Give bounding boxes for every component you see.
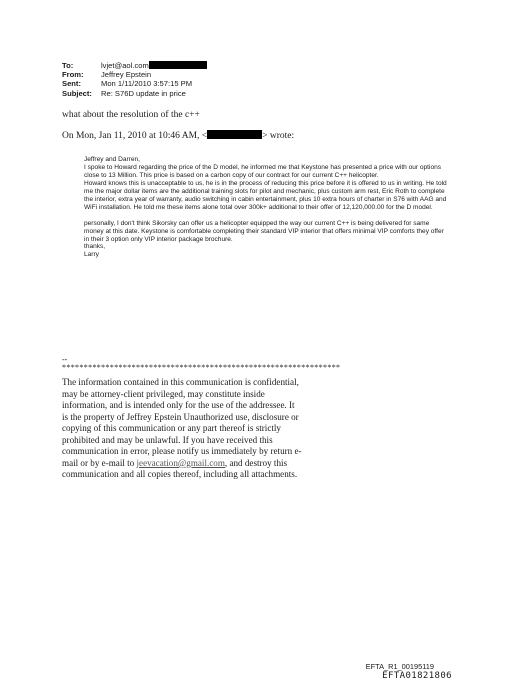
from-value: Jeffrey Epstein xyxy=(101,70,152,80)
redaction-box xyxy=(149,61,207,69)
quoted-line: I spoke to Howard regarding the price of the D model, he informed me that Keystone has presented a price with our options close to 13 Million. This price is based on a carbon copy of our contract for our current C++ helicopter. xyxy=(84,163,442,179)
quote-intro xyxy=(62,130,294,141)
to-label: To: xyxy=(62,61,74,70)
subject-value: Re: S76D update in price xyxy=(101,88,186,98)
from-row xyxy=(62,70,207,79)
sent-row xyxy=(62,79,207,88)
reply-text: what about the resolution of the c++ xyxy=(62,110,200,120)
quoted-message-body xyxy=(84,156,449,259)
quote-intro-suffix: > wrote: xyxy=(262,131,295,141)
signature-separator: **************************************************************** xyxy=(62,363,341,372)
disclaimer-text-end: , and destroy this communication and all copies thereof, including all attachments. xyxy=(62,457,298,480)
footer-reference-2: EFTA01821806 xyxy=(382,671,452,681)
redaction-box xyxy=(207,130,262,139)
subject-label: Subject: xyxy=(62,88,92,98)
quote-intro-prefix: On Mon, Jan 11, 2010 at 10:46 AM, < xyxy=(62,131,208,141)
email-header xyxy=(62,61,207,98)
quoted-line: personally, I don't think Sikorsky can offer us a helicopter equipped the way our current C++ is being delivered for same money at this date. Keystone is comfortable completing their standard VIP interior that offers minimal VIP comforts they offer in their 3 option only VIP interior package brochure. xyxy=(84,219,444,243)
to-row xyxy=(62,61,207,70)
quoted-line: Jeffrey and Darren, xyxy=(84,156,140,163)
sent-value: Mon 1/11/2010 3:57:15 PM xyxy=(101,79,193,89)
signature-dashes: -- xyxy=(62,355,68,364)
to-value: lvjet@aol.com xyxy=(101,61,149,70)
footer-reference-1: EFTA_R1_00195119 xyxy=(365,662,434,671)
subject-row xyxy=(62,89,207,98)
disclaimer-text: The information contained in this communication is confidential, may be attorney-client privileged, may constitute inside information, and is intended only for the use of the addressee. It is the property of Jeffrey Epstein Unauthorized use, disclosure or copying of this communication or any part thereof is strictly prohibited and may be unlawful. If you have received this communication in error, please notify us immediately by return e-mail or by e-mail to xyxy=(62,377,302,468)
sent-label: Sent: xyxy=(62,79,81,89)
email-link[interactable]: jeevacation@gmail.com xyxy=(136,457,225,468)
confidentiality-disclaimer xyxy=(62,377,302,481)
quoted-line: thanks, xyxy=(84,243,106,251)
quoted-line: Howard knows this is unacceptable to us, he is in the process of reducing this price before it is offered to us in writing. He told me the major dollar items are the additional training slots for pilot and mechanic, plus custom arm rest, Eric Roth to complete the interior, extra year of warranty, audio switching in cabin entertainment, plus 10 extra hours of charter in S76 with AAG and WiFi installation. He told me these items alone total over 300k+ additional to their offer of 12,120,000.00 for the D model. xyxy=(84,179,447,211)
quoted-line xyxy=(84,212,449,220)
quoted-line: Larry xyxy=(84,251,99,259)
from-label: From: xyxy=(62,70,84,80)
